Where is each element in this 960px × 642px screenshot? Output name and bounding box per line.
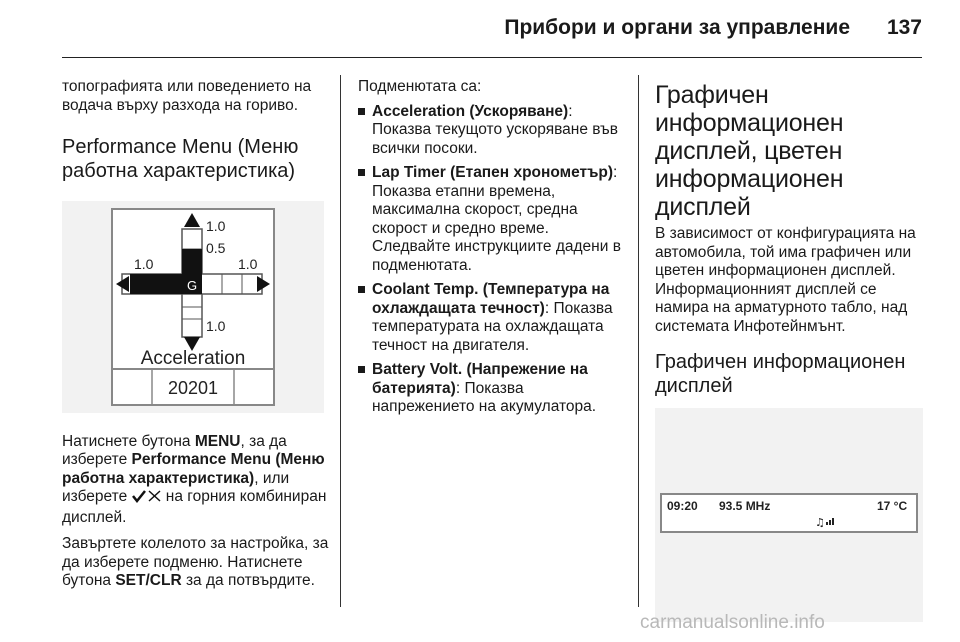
tick-label: 1.0 <box>134 256 154 272</box>
header-rule <box>62 57 922 58</box>
list-item: Battery Volt. (Напрежение на батерията): Показва напрежението на акумулатора. <box>358 361 626 417</box>
acceleration-figure <box>62 201 332 419</box>
subsection-heading: Графичен информационен дисплей <box>655 351 906 397</box>
list-item: Coolant Temp. (Температура на охлаждащата течност): Показва температурата на охлаждащата течност на двигателя. <box>358 281 626 355</box>
checkmark-cross-icon <box>132 489 162 509</box>
paragraph: Завъртете колелото за настройка, за да изберете подменю. Натиснете бутона SET/CLR за да потвърдите. <box>62 535 329 589</box>
acceleration-display <box>62 201 324 413</box>
list-item: Lap Timer (Етапен хронометър): Показва етапни времена, максимална скорост, средна скорост и средно време. Следвайте инструкциите дадени в подменютата. <box>358 164 626 275</box>
g-label: G <box>187 278 198 293</box>
figure-title: Acceleration <box>140 348 246 369</box>
submenu-list <box>358 103 626 417</box>
graphic-display-figure <box>655 408 927 628</box>
column-3 <box>655 78 927 628</box>
display-frequency: 93.5 MHz <box>719 499 771 513</box>
page-number: 137 <box>886 16 922 39</box>
display-temperature: 17 °C <box>877 499 908 513</box>
figure-value: 20201 <box>167 378 219 398</box>
display-time: 09:20 <box>667 499 698 513</box>
tick-label: 1.0 <box>206 218 226 234</box>
column-1 <box>62 78 332 599</box>
column-divider <box>638 75 639 607</box>
svg-text:♫: ♫ <box>815 516 825 529</box>
tick-label: 1.0 <box>206 318 226 334</box>
section-heading: Графичен информационен дисплей, цветен информационен дисплей <box>655 81 844 221</box>
tick-label: 0.5 <box>206 240 226 256</box>
paragraph: топографията или поведението на водача върху разхода на гориво. <box>62 78 312 114</box>
list-item: Acceleration (Ускоряване): Показва текущото ускоряване във всички посоки. <box>358 103 626 159</box>
paragraph: В зависимост от конфигурацията на автомобила, той има графичен или цветен информационен дисплей. Информационният дисплей се намира на арматурното табло, над системата Инфотейнмънт. <box>655 225 916 335</box>
section-heading: Performance Menu (Меню работна характеристика) <box>62 136 299 182</box>
header-title: Прибори и органи за управление <box>504 16 850 39</box>
paragraph: Подменютата са: <box>358 78 482 95</box>
column-2 <box>358 78 626 423</box>
column-divider <box>340 75 341 607</box>
paragraph: Натиснете бутона MENU, за да изберете Performance Menu (Меню работна характеристика), или изберете на горния комбиниран дисплей. <box>62 432 327 526</box>
watermark: carmanualsonline.info <box>640 612 825 633</box>
tick-label: 1.0 <box>238 256 258 272</box>
info-display <box>655 408 923 622</box>
